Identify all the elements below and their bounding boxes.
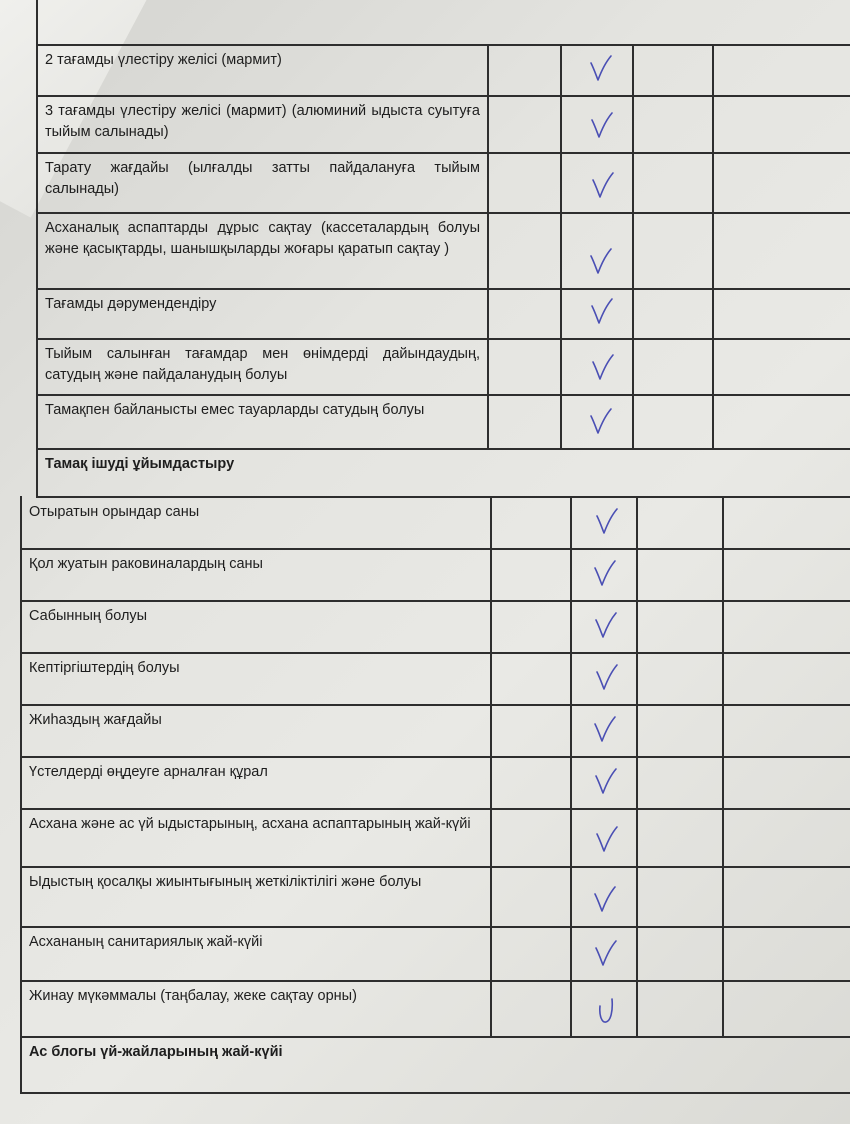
column-divider (712, 288, 714, 338)
column-divider (570, 704, 572, 756)
column-divider (487, 288, 489, 338)
column-divider (632, 44, 634, 95)
row-divider (36, 448, 850, 450)
column-divider (632, 212, 634, 288)
column-divider (632, 288, 634, 338)
column-divider (632, 152, 634, 212)
column-divider (636, 926, 638, 980)
row-divider (36, 44, 850, 46)
row-divider (20, 704, 850, 706)
column-divider (560, 288, 562, 338)
check-mark-icon (593, 662, 621, 694)
column-divider (712, 95, 714, 152)
column-divider (490, 704, 492, 756)
column-divider (636, 600, 638, 652)
check-mark-icon (591, 714, 619, 746)
criterion-text: 2 тағамды үлестіру желісі (мармит) (45, 52, 282, 68)
column-divider (570, 496, 572, 548)
column-divider (636, 548, 638, 600)
row-divider (36, 152, 850, 154)
column-divider (570, 866, 572, 926)
column-divider (636, 496, 638, 548)
row-divider (36, 95, 850, 97)
column-divider (636, 704, 638, 756)
column-divider (722, 496, 724, 548)
check-mark-icon (587, 53, 615, 85)
column-divider (487, 152, 489, 212)
column-divider (722, 926, 724, 980)
column-divider (490, 548, 492, 600)
column-divider (712, 338, 714, 394)
check-mark-icon (591, 558, 619, 590)
column-divider (490, 808, 492, 866)
criterion-text: Отыратын орындар саны (29, 504, 200, 520)
criterion-text: Жиһаздың жағдайы (29, 712, 162, 728)
column-divider (487, 394, 489, 448)
column-divider (632, 338, 634, 394)
column-divider (570, 548, 572, 600)
section-heading: Тамақ ішуді ұйымдастыру (45, 456, 235, 472)
criterion-text: Асханалық аспаптарды дұрыс сақтау (кассеталардың болуы және қасықтарды, шанышқыларды жоғары қаратып сақтау ) (45, 220, 480, 257)
row-divider (20, 652, 850, 654)
row-divider (20, 866, 850, 868)
column-divider (636, 980, 638, 1036)
column-divider (636, 866, 638, 926)
check-mark-icon (593, 824, 621, 856)
check-mark-icon (593, 994, 621, 1026)
column-divider (560, 212, 562, 288)
check-mark-icon (587, 246, 615, 278)
column-divider (632, 394, 634, 448)
row-divider (20, 926, 850, 928)
column-divider (560, 152, 562, 212)
criterion-text: 3 тағамды үлестіру желісі (мармит) (алюминий ыдыста суытуға тыйым салынады) (45, 103, 480, 140)
section-heading: Ас блогы үй-жайларының жай-күйі (29, 1044, 283, 1060)
row-divider (20, 548, 850, 550)
row-divider (20, 1092, 850, 1094)
column-divider (722, 980, 724, 1036)
check-mark-icon (588, 296, 616, 328)
row-divider (36, 288, 850, 290)
column-divider (490, 980, 492, 1036)
column-divider (712, 212, 714, 288)
column-divider (560, 338, 562, 394)
column-divider (570, 600, 572, 652)
check-mark-icon (592, 938, 620, 970)
table-left-border (36, 0, 38, 496)
criterion-text: Тыйым салынған тағамдар мен өнімдерді дайындаудың, сатудың және пайдаланудың болуы (45, 346, 480, 383)
column-divider (560, 394, 562, 448)
row-divider (36, 212, 850, 214)
column-divider (560, 44, 562, 95)
criterion-text: Асхананың санитариялық жай-күйі (29, 934, 263, 950)
criterion-text: Ыдыстың қосалқы жиынтығының жеткіліктілігі және болуы (29, 874, 422, 890)
check-mark-icon (588, 110, 616, 142)
column-divider (722, 704, 724, 756)
row-divider (36, 394, 850, 396)
column-divider (570, 808, 572, 866)
column-divider (722, 652, 724, 704)
check-mark-icon (591, 884, 619, 916)
check-mark-icon (589, 170, 617, 202)
column-divider (490, 600, 492, 652)
check-mark-icon (587, 406, 615, 438)
row-divider (20, 600, 850, 602)
check-mark-icon (589, 352, 617, 384)
column-divider (722, 600, 724, 652)
criterion-text: Тарату жағдайы (ылғалды затты пайдалануға тыйым салынады) (45, 160, 480, 197)
column-divider (712, 44, 714, 95)
column-divider (712, 394, 714, 448)
column-divider (487, 212, 489, 288)
column-divider (570, 652, 572, 704)
column-divider (487, 95, 489, 152)
column-divider (490, 652, 492, 704)
criterion-text: Тамақпен байланысты емес тауарларды сатудың болуы (45, 402, 425, 418)
row-divider (20, 756, 850, 758)
row-divider (20, 808, 850, 810)
criterion-text: Қол жуатын раковиналардың саны (29, 556, 263, 572)
row-divider (20, 1036, 850, 1038)
column-divider (722, 866, 724, 926)
column-divider (636, 808, 638, 866)
column-divider (632, 95, 634, 152)
column-divider (636, 756, 638, 808)
column-divider (490, 496, 492, 548)
column-divider (636, 652, 638, 704)
column-divider (722, 808, 724, 866)
column-divider (722, 756, 724, 808)
criterion-text: Асхана және ас үй ыдыстарының, асхана аспаптарының жай-күйі (29, 816, 471, 832)
column-divider (487, 338, 489, 394)
column-divider (560, 95, 562, 152)
criterion-text: Жинау мүкәммалы (таңбалау, жеке сақтау орны) (29, 988, 357, 1004)
check-mark-icon (592, 766, 620, 798)
column-divider (570, 980, 572, 1036)
criterion-text: Кептіргіштердің болуы (29, 660, 180, 676)
check-mark-icon (592, 610, 620, 642)
column-divider (712, 152, 714, 212)
criterion-text: Тағамды дәрумендендіру (45, 296, 217, 312)
row-divider (20, 980, 850, 982)
column-divider (490, 926, 492, 980)
criterion-text: Сабынның болуы (29, 608, 148, 624)
column-divider (570, 756, 572, 808)
row-divider (36, 496, 850, 498)
row-divider (36, 338, 850, 340)
column-divider (490, 866, 492, 926)
column-divider (570, 926, 572, 980)
criterion-text: Үстелдерді өңдеуге арналған құрал (29, 764, 268, 780)
column-divider (722, 548, 724, 600)
check-mark-icon (593, 506, 621, 538)
table-left-border (20, 496, 22, 1092)
column-divider (487, 44, 489, 95)
column-divider (490, 756, 492, 808)
